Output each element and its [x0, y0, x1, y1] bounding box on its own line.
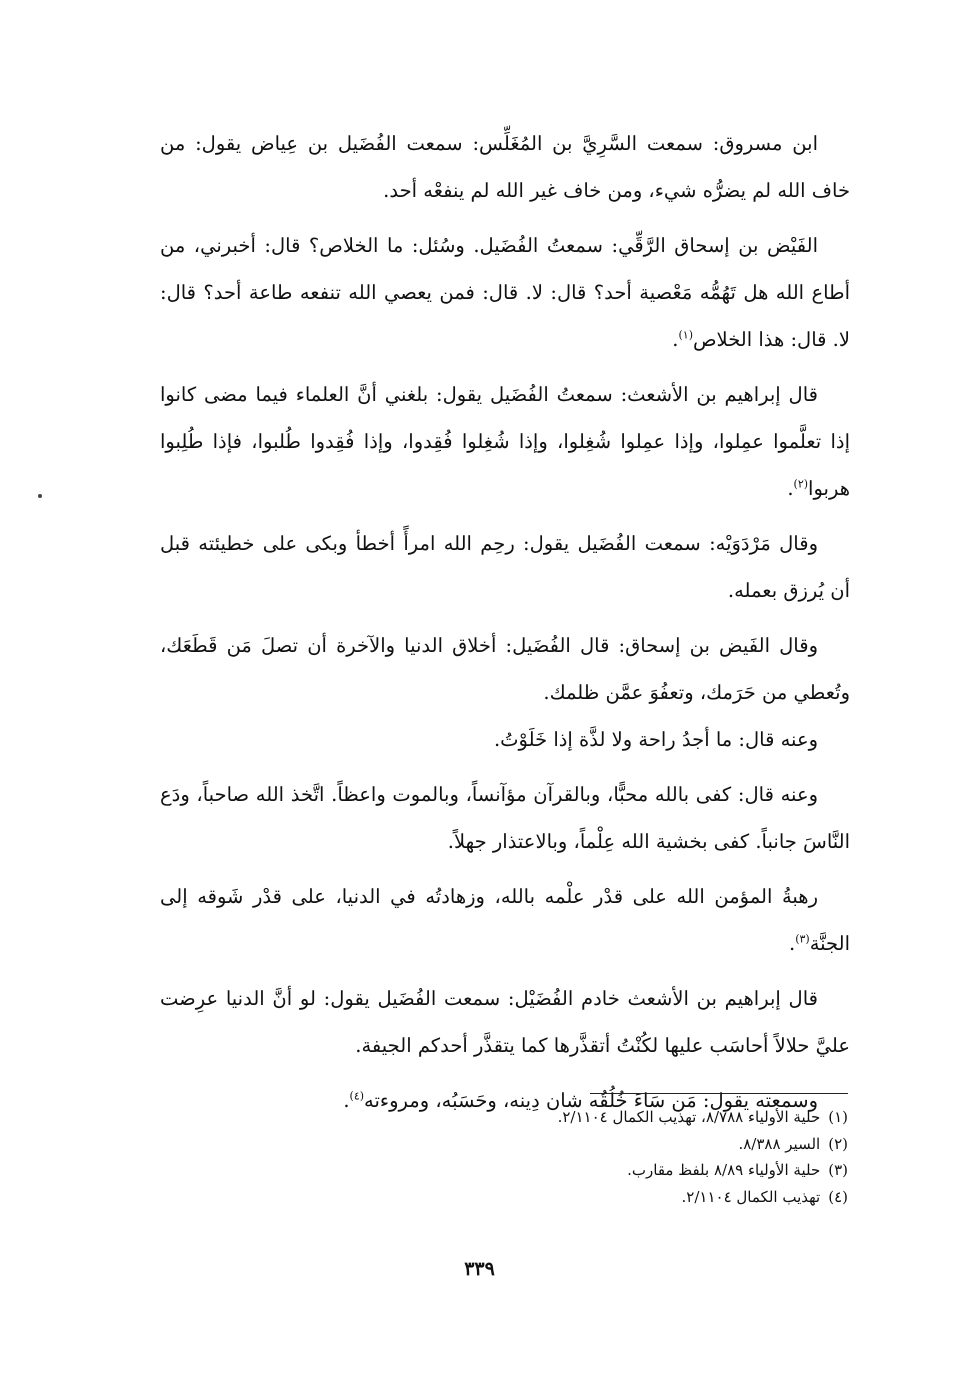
scan-speck: [38, 494, 42, 498]
footnote-number: (١): [828, 1108, 848, 1126]
footnote-separator: [590, 1093, 848, 1094]
footnotes: [400, 1104, 848, 1210]
footnote-ref-3[interactable]: (٣): [795, 932, 810, 946]
footnote-text: تهذيب الكمال ٢/١١٠٤.: [681, 1187, 821, 1206]
paragraph-1: ابن مسروق: سمعت السَّرِيَّ بن المُغَلِّس: سمعت الفُضَيل بن عِياض يقول: من خاف الله لم يضرُّه شيء، ومن خاف غير الله لم ينفعْه أحد.: [160, 132, 850, 202]
footnote-2: [400, 1131, 848, 1158]
footnote-text: حلية الأولياء ٨/٨٩ بلفظ مقارب.: [627, 1161, 821, 1179]
paragraph-5: وقال الفَيض بن إسحاق: قال الفُضَيل: أخلاق الدنيا والآخرة أن تصلَ مَن قَطَعَك، وتُعطي من حَرَمك، وتعفُوَ عمَّن ظلمك.: [160, 634, 850, 704]
page-number: ٣٣٩: [464, 1258, 495, 1280]
footnote-text: السير ٨/٣٨٨.: [738, 1134, 821, 1153]
footnote-3: [400, 1157, 848, 1184]
footnote-1: [400, 1104, 848, 1131]
paragraph-7: وعنه قال: كفى بالله محبًّا، وبالقرآن مؤآنساً، وبالموت واعظاً. اتَّخذ الله صاحباً، ودَع النَّاسَ جانباً. كفى بخشية الله عِلْماً، وبالاعتذار جهلاً.: [160, 783, 850, 853]
footnote-number: (٣): [828, 1161, 848, 1179]
paragraph-9: قال إبراهيم بن الأشعث خادم الفُضَيْل: سمعت الفُضَيل يقول: لو أنَّ الدنيا عرِضت عليَّ حلالاً أحاسَب عليها لكُنْتُ أتقذَّرها كما يتقذَّر أحدكم الجيفة.: [160, 987, 850, 1057]
footnote-ref-2[interactable]: (٢): [793, 477, 809, 491]
paragraph-8: رهبةُ المؤمن الله على قدْر علْمه بالله، وزهادتُه في الدنيا، على قدْر شَوقه إلى الجنَّة$^{(٣)}$.: [160, 885, 850, 955]
footnote-text: حلية الأولياء ٨/٧٨٨، تهذيب الكمال ٢/١١٠٤.: [557, 1108, 821, 1126]
footnote-number: (٢): [828, 1134, 848, 1153]
main-text: [160, 120, 850, 1132]
footnote-ref-4[interactable]: (٤): [349, 1089, 365, 1103]
footnote-ref-1[interactable]: (١): [678, 328, 693, 342]
paragraph-10: وسمعته يقول: مَن سَاءَ خُلُقُه شان دِينه، وحَسَبُه، ومروءته$^{(٤)}$.: [343, 1089, 818, 1112]
paragraph-4: وقال مَرْدَوَيْه: سمعت الفُضَيل يقول: رحِم الله امرأً أخطأ وبكى على خطيئته قبل أن يُرزق بعمله.: [160, 532, 850, 602]
paragraph-6: وعنه قال: ما أجدُ راحة ولا لذَّة إذا خَلَوْتُ.: [493, 728, 818, 751]
paragraph-3: قال إبراهيم بن الأشعث: سمعتُ الفُضَيل يقول: بلغني أنَّ العلماء فيما مضى كانوا إذا تعلَّموا عمِلوا، وإذا عمِلوا شُغِلوا، وإذا شُغِلوا فُقِدوا، وإذا فُقِدوا طُلبوا، فإذا طُلِبوا هربوا$^{(٢)}$.: [160, 383, 850, 500]
footnote-4: [400, 1184, 848, 1211]
paragraph-2: الفَيْض بن إسحاق الرَّقِّي: سمعتُ الفُضَيل. وسُئل: ما الخلاص؟ قال: أخبرني، من أطاع الله هل تَهُمُّه مَعْصية أحد؟ قال: لا. قال: فمن يعصي الله تنفعه طاعة أحد؟ قال: لا. قال: هذا الخلاص$^{(١)}$.: [160, 234, 850, 351]
footnote-number: (٤): [828, 1187, 848, 1206]
